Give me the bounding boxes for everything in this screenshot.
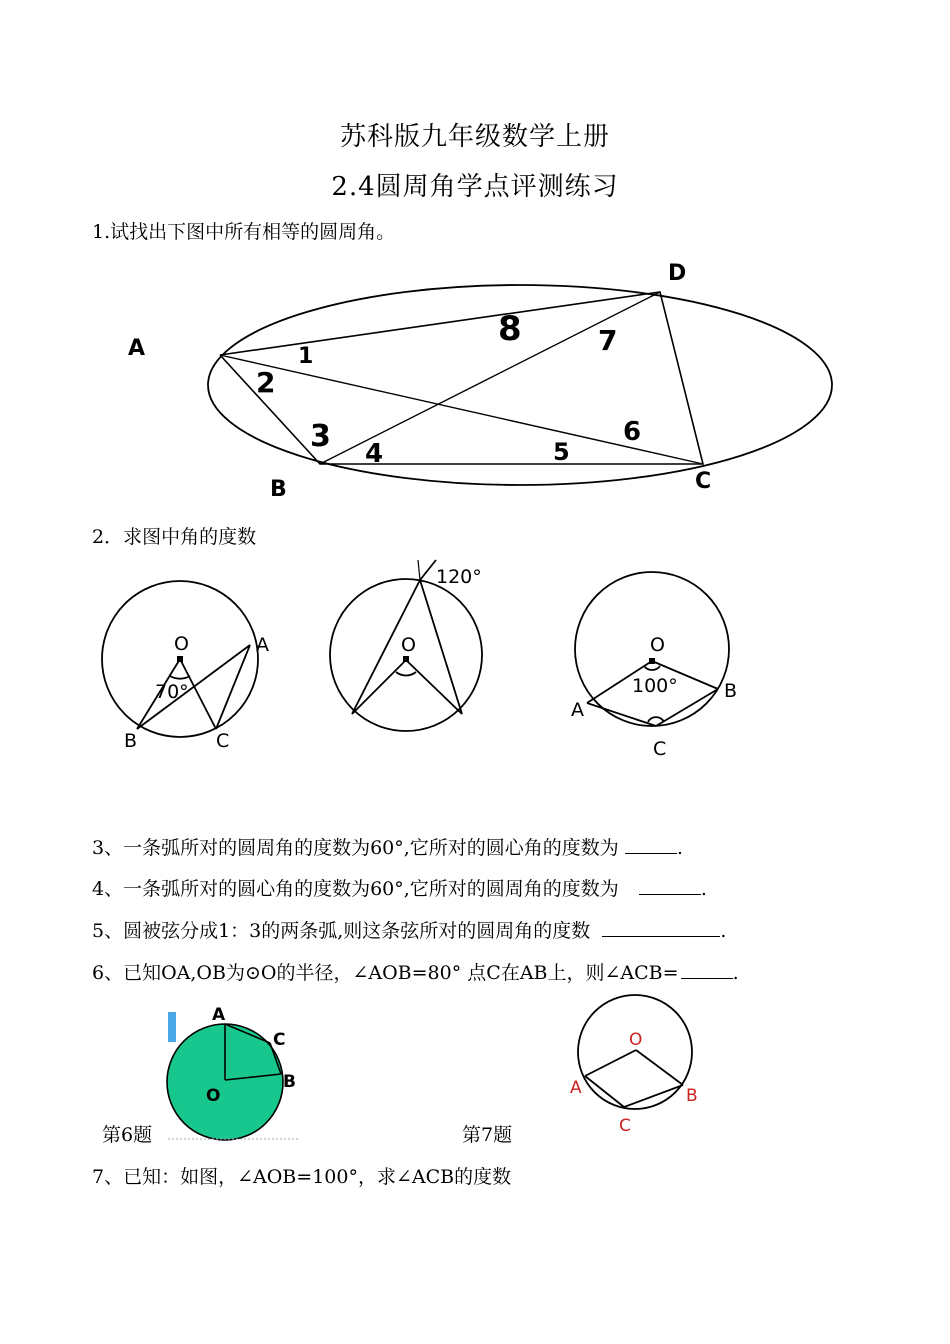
q1-label-a: A (128, 336, 146, 361)
q1-angle-5: 5 (553, 438, 570, 466)
question-4-period: . (700, 878, 707, 900)
fig7-caption: 第7题 (462, 1124, 513, 1146)
fig6-label-b: B (283, 1072, 296, 1092)
q1-label-c: C (695, 469, 712, 494)
fig7-bc (624, 1085, 683, 1107)
question-7-text: 7、已知：如图，∠AOB=100°，求∠ACB的度数 (92, 1166, 512, 1188)
question-3-period: . (676, 837, 683, 859)
q2-fig1-label-b: B (124, 730, 138, 752)
q1-angle-4: 4 (365, 439, 384, 469)
question-5-period: . (720, 920, 727, 942)
fig7-label-b: B (686, 1086, 698, 1106)
q2-fig1-label-c: C (216, 730, 230, 752)
q1-angle-1: 1 (298, 344, 314, 369)
q2-fig1-angle: 70° (155, 681, 189, 703)
q1-angle-2: 2 (256, 366, 276, 399)
fig6-label-o: O (206, 1086, 221, 1106)
q1-angle-6: 6 (623, 417, 642, 447)
fig6-label-a: A (212, 1005, 226, 1025)
q1-angle-7: 7 (598, 324, 618, 357)
question-5-text: 5、圆被弦分成1：3的两条弧,则这条弦所对的圆周角的度数 (92, 920, 591, 942)
q2-fig3-label-o: O (650, 634, 665, 656)
q2-fig1-label-a: A (256, 634, 269, 656)
question-3-text: 3、一条弧所对的圆周角的度数为60°,它所对的圆心角的度数为 (92, 837, 619, 859)
q1-label-b: B (270, 477, 287, 502)
q2-fig3-angle: 100° (632, 675, 678, 697)
fig6-label-c: C (273, 1030, 286, 1050)
question-4-text: 4、一条弧所对的圆心角的度数为60°,它所对的圆周角的度数为 (92, 878, 619, 900)
q1-angle-3: 3 (310, 419, 331, 454)
fig7-label-c: C (619, 1116, 631, 1136)
fig7-ac (585, 1076, 624, 1107)
q2-fig2-label-o: O (401, 634, 416, 656)
fig7-label-o: O (629, 1030, 643, 1050)
fig6-caption: 第6题 (102, 1124, 153, 1146)
q1-angle-8: 8 (498, 309, 522, 349)
q2-fig3-label-c: C (653, 738, 667, 760)
q2-fig3-label-b: B (724, 680, 738, 702)
page-title: 苏科版九年级数学上册 (339, 122, 610, 152)
question-2-text: 2．求图中角的度数 (92, 526, 257, 548)
fig7-label-a: A (570, 1078, 582, 1098)
q2-fig2-angle: 120° (436, 566, 482, 588)
fig7-ob (636, 1050, 683, 1085)
q2-fig1-label-o: O (174, 633, 189, 655)
fig7-circle (578, 995, 692, 1109)
page-subtitle: 2.4圆周角学点评测练习 (331, 172, 619, 202)
fig7-oa (585, 1050, 636, 1076)
question-6-text: 6、已知OA,OB为⊙O的半径，∠AOB=80° 点C在AB上，则∠ACB= (92, 962, 679, 984)
q1-label-d: D (668, 261, 687, 286)
question-6-period: . (732, 962, 739, 984)
q2-fig3-label-a: A (571, 699, 584, 721)
question-1-text: 1.试找出下图中所有相等的圆周角。 (92, 221, 396, 243)
